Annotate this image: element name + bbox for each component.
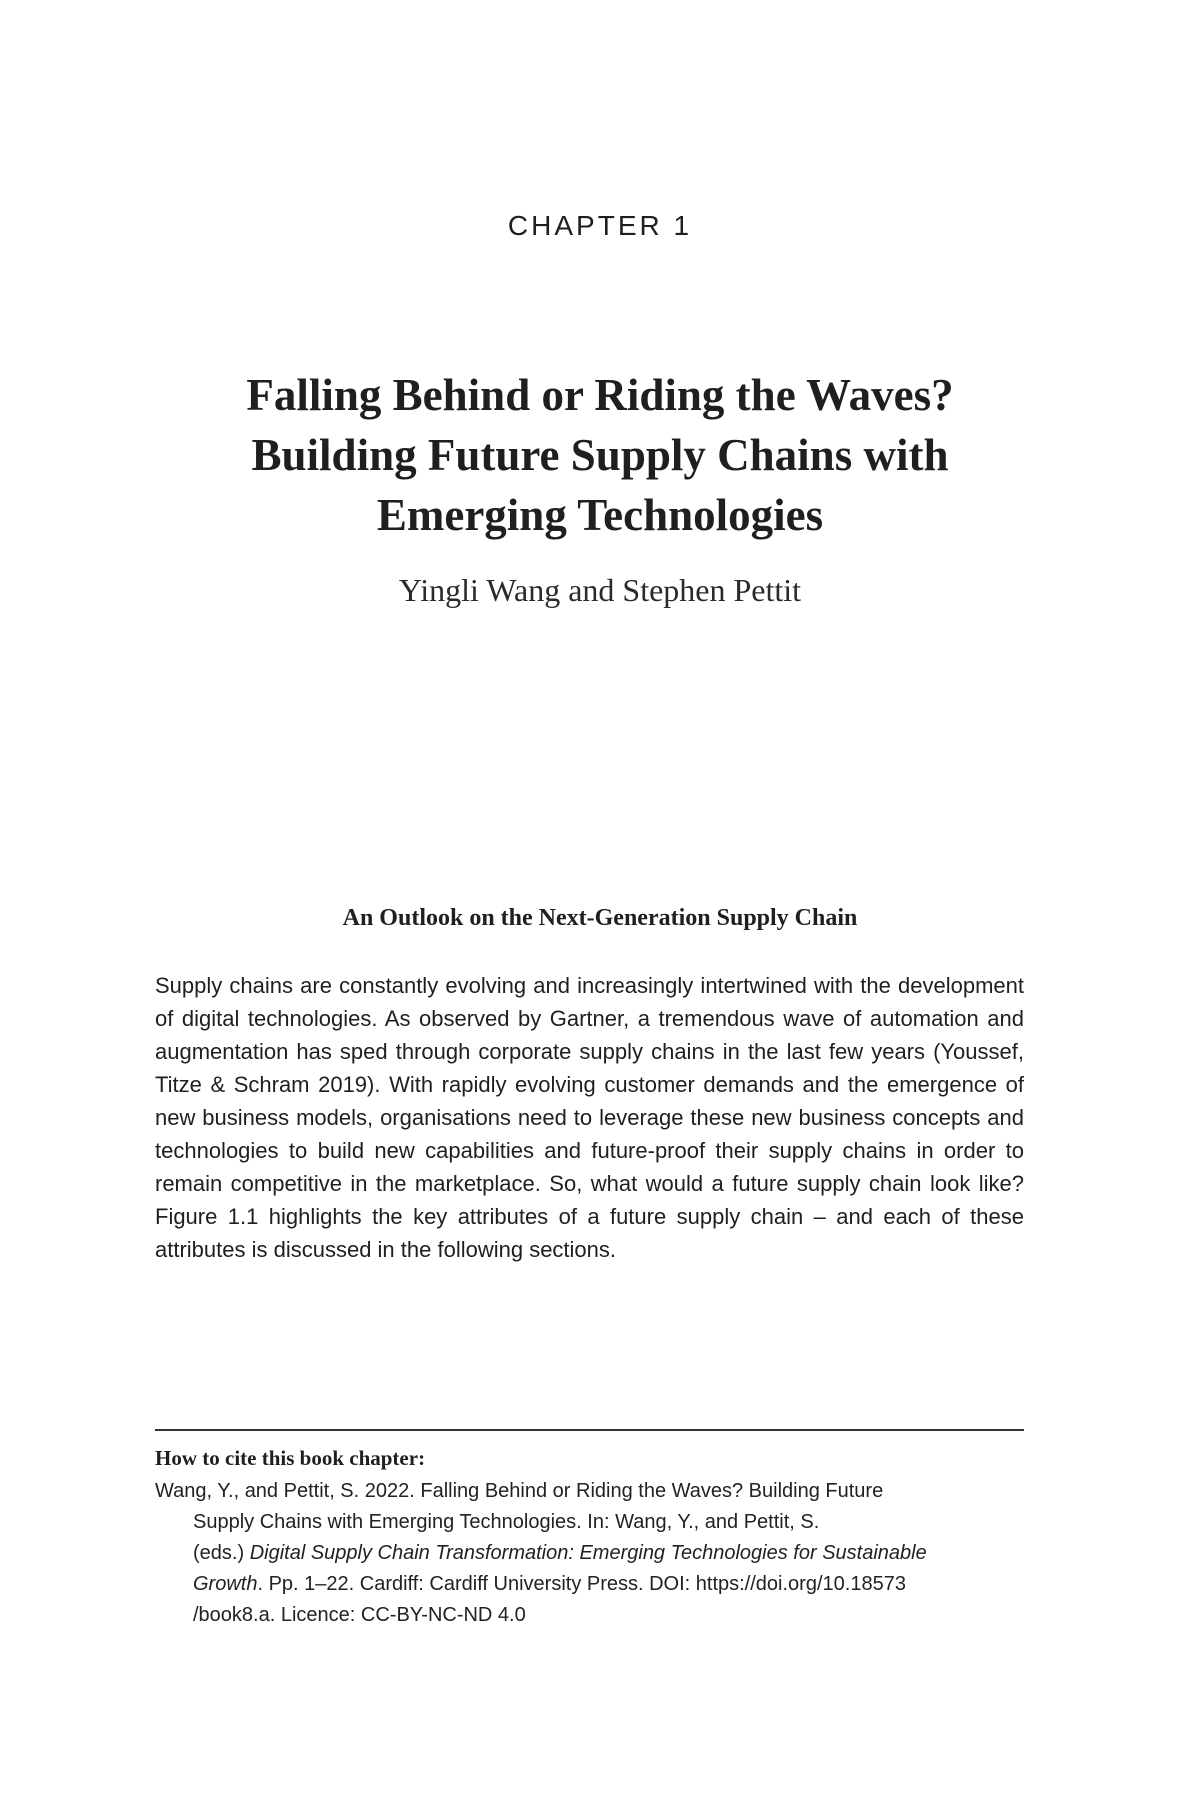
chapter-title (150, 365, 1050, 545)
chapter-title-line-2: Building Future Supply Chains with (251, 430, 949, 480)
footnote-divider (155, 1429, 1024, 1431)
citation-line-5: /book8.a. Licence: CC-BY-NC-ND 4.0 (193, 1604, 526, 1626)
chapter-title-line-1: Falling Behind or Riding the Waves? (246, 370, 954, 420)
chapter-title-line-3: Emerging Technologies (376, 490, 824, 540)
citation-book-title-part-2: Growth (193, 1573, 258, 1595)
citation-line-2: Supply Chains with Emerging Technologies. In: Wang, Y., and Pettit, S. (193, 1511, 820, 1533)
citation-text (155, 1476, 1024, 1631)
citation-line-4 (155, 1569, 1024, 1600)
section-body-paragraph: Supply chains are constantly evolving and increasingly intertwined with the development of digital technologies. As observed by Gartner, a tremendous wave of automation and augmentation has sped through corporate supply chains in the last few years (Youssef, Titze & Schram 2019). With rapidly evolving customer demands and the emergence of new business models, organisations need to leverage these new business concepts and technologies to build new capabilities and future-proof their supply chains in order to remain competitive in the marketplace. So, what would a future supply chain look like? Figure 1.1 highlights the key attributes of a future supply chain – and each of these attributes is discussed in the following sections. (155, 973, 1024, 1262)
chapter-label: CHAPTER 1 (507, 210, 693, 241)
citation-book-title-part-1: Digital Supply Chain Transformation: Emerging Technologies for Sustainable (249, 1542, 927, 1564)
citation-publisher-doi[interactable]: . Pp. 1–22. Cardiff: Cardiff University Press. DOI: https://doi.org/10.18573 (257, 1573, 906, 1595)
chapter-authors: Yingli Wang and Stephen Pettit (398, 572, 802, 608)
citation-eds: (eds.) (193, 1542, 250, 1564)
citation-heading: How to cite this book chapter: (155, 1446, 426, 1470)
citation-line-1: Wang, Y., and Pettit, S. 2022. Falling Behind or Riding the Waves? Building Future (155, 1480, 884, 1502)
citation-line-3 (155, 1538, 1024, 1569)
section-heading: An Outlook on the Next-Generation Supply Chain (342, 905, 858, 931)
